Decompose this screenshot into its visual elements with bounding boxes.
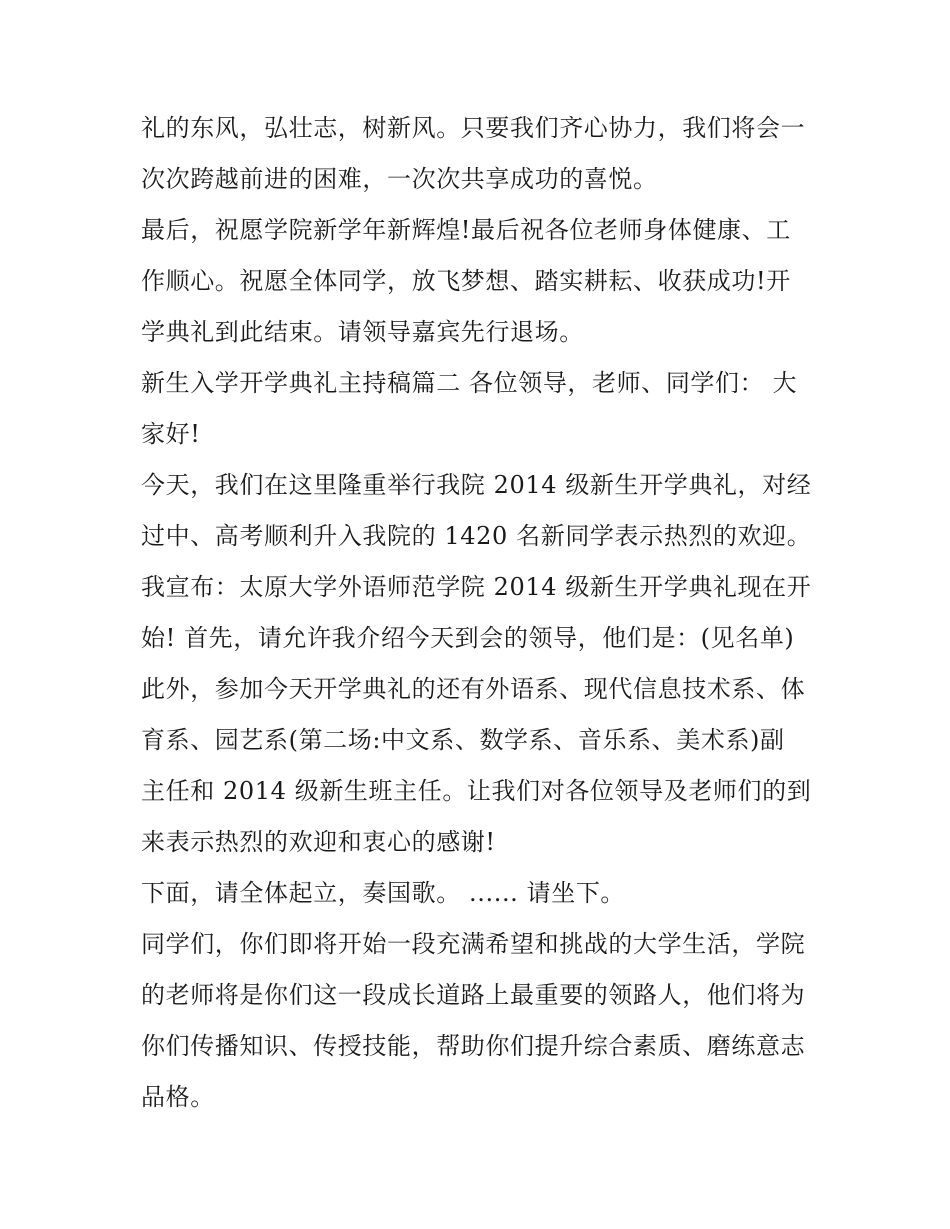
text-line: 主任和 2014 级新生班主任。让我们对各位领导及老师们的到	[141, 777, 812, 805]
text-line: 家好!	[141, 420, 201, 448]
text-line: 下面，请全体起立，奏国歌。 ...... 请坐下。	[141, 879, 626, 907]
text-line: 新生入学开学典礼主持稿篇二 各位领导，老师、同学们： 大	[141, 369, 798, 397]
text-line: 作顺心。祝愿全体同学，放飞梦想、踏实耕耘、收获成功!开	[141, 267, 791, 295]
text-line: 过中、高考顺利升入我院的 1420 名新同学表示热烈的欢迎。	[141, 522, 812, 550]
text-line: 最后，祝愿学院新学年新辉煌!最后祝各位老师身体健康、工	[141, 216, 791, 244]
text-line: 此外，参加今天开学典礼的还有外语系、现代信息技术系、体	[141, 675, 806, 703]
text-line: 育系、园艺系(第二场:中文系、数学系、音乐系、美术系)副	[141, 726, 785, 754]
text-line: 的老师将是你们这一段成长道路上最重要的领路人，他们将为	[141, 981, 806, 1009]
text-line: 品格。	[141, 1083, 215, 1111]
text-line: 学典礼到此结束。请领导嘉宾先行退场。	[141, 318, 584, 346]
text-line: 今天，我们在这里隆重举行我院 2014 级新生开学典礼，对经	[141, 471, 812, 499]
text-line: 来表示热烈的欢迎和衷心的感谢!	[141, 828, 496, 856]
text-line: 次次跨越前进的困难，一次次共享成功的喜悦。	[141, 165, 658, 193]
text-line: 始! 首先，请允许我介绍今天到会的领导，他们是：(见名单)	[141, 624, 795, 652]
text-line: 同学们，你们即将开始一段充满希望和挑战的大学生活，学院	[141, 930, 806, 958]
text-line: 礼的东风，弘壮志，树新风。只要我们齐心协力，我们将会一	[141, 114, 806, 142]
text-line: 你们传播知识、传授技能，帮助你们提升综合素质、磨练意志	[141, 1032, 806, 1060]
text-line: 我宣布：太原大学外语师范学院 2014 级新生开学典礼现在开	[141, 573, 812, 601]
document-body	[141, 103, 831, 1123]
